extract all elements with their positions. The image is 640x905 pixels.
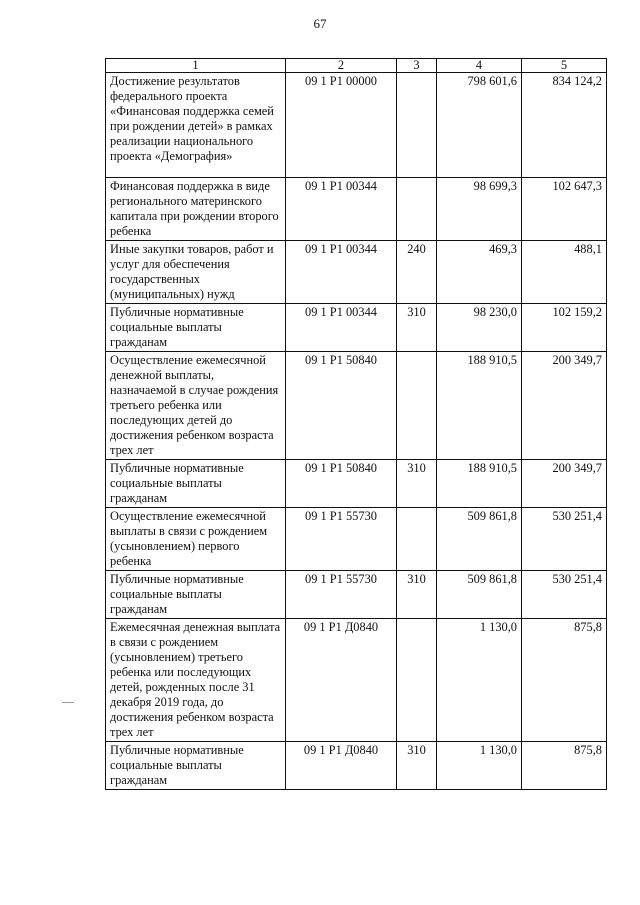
row-type: 310 [397, 571, 437, 619]
row-code: 09 1 P1 55730 [286, 508, 397, 571]
row-name: Осуществление ежемесячной выплаты в связи с рождением (усыновлением) первого ребенка [106, 508, 286, 571]
row-year1-value: 188 910,5 [437, 352, 522, 460]
header-row [106, 59, 607, 73]
row-name: Публичные нормативные социальные выплаты гражданам [106, 742, 286, 790]
row-type: 240 [397, 241, 437, 304]
row-year1-value: 469,3 [437, 241, 522, 304]
row-code: 09 1 P1 00000 [286, 73, 397, 178]
row-code: 09 1 P1 50840 [286, 352, 397, 460]
table-row [106, 352, 607, 460]
row-code: 09 1 P1 Д0840 [286, 742, 397, 790]
row-year2-value: 102 647,3 [522, 178, 607, 241]
header-col-2: 2 [286, 59, 397, 73]
row-code: 09 1 P1 00344 [286, 241, 397, 304]
row-type: 310 [397, 304, 437, 352]
row-type: 310 [397, 460, 437, 508]
table-row [106, 619, 607, 742]
row-year2-value: 200 349,7 [522, 460, 607, 508]
row-name: Достижение результатов федерального проекта «Финансовая поддержка семей при рождении детей» в рамках реализации национального проекта «Демография» [106, 73, 286, 178]
row-type [397, 508, 437, 571]
table-row [106, 460, 607, 508]
row-type [397, 352, 437, 460]
row-name: Ежемесячная денежная выплата в связи с рождением (усыновлением) третьего ребенка или последующих детей, рожденных после 31 декабря 2019 года, до достижения ребенком возраста трех лет [106, 619, 286, 742]
row-type [397, 73, 437, 178]
row-code: 09 1 P1 00344 [286, 304, 397, 352]
row-code: 09 1 P1 00344 [286, 178, 397, 241]
row-year1-value: 509 861,8 [437, 508, 522, 571]
table-row [106, 571, 607, 619]
row-year2-value: 530 251,4 [522, 571, 607, 619]
row-year2-value: 488,1 [522, 241, 607, 304]
header-col-5: 5 [522, 59, 607, 73]
table-row [106, 178, 607, 241]
row-type: 310 [397, 742, 437, 790]
header-col-3: 3 [397, 59, 437, 73]
row-year1-value: 1 130,0 [437, 619, 522, 742]
table-header [106, 59, 607, 73]
row-type [397, 178, 437, 241]
row-year1-value: 98 230,0 [437, 304, 522, 352]
row-name: Публичные нормативные социальные выплаты гражданам [106, 460, 286, 508]
row-code: 09 1 P1 50840 [286, 460, 397, 508]
row-code: 09 1 P1 55730 [286, 571, 397, 619]
table-row [106, 742, 607, 790]
row-year1-value: 509 861,8 [437, 571, 522, 619]
row-year2-value: 200 349,7 [522, 352, 607, 460]
row-year2-value: 530 251,4 [522, 508, 607, 571]
row-year2-value: 102 159,2 [522, 304, 607, 352]
row-year1-value: 188 910,5 [437, 460, 522, 508]
header-col-4: 4 [437, 59, 522, 73]
budget-table [105, 58, 607, 790]
table-row [106, 241, 607, 304]
row-name: Публичные нормативные социальные выплаты гражданам [106, 571, 286, 619]
row-name: Финансовая поддержка в виде регионального материнского капитала при рождении второго ребенка [106, 178, 286, 241]
row-type [397, 619, 437, 742]
page-number: 67 [313, 16, 327, 31]
row-name: Осуществление ежемесячной денежной выплаты, назначаемой в случае рождения третьего ребенка или последующих детей до достижения ребенком возраста трех лет [106, 352, 286, 460]
table-body [106, 73, 607, 790]
row-year2-value: 875,8 [522, 619, 607, 742]
row-year1-value: 98 699,3 [437, 178, 522, 241]
margin-mark [62, 702, 74, 703]
row-year1-value: 1 130,0 [437, 742, 522, 790]
row-name: Публичные нормативные социальные выплаты гражданам [106, 304, 286, 352]
row-code: 09 1 P1 Д0840 [286, 619, 397, 742]
table-row [106, 304, 607, 352]
table-row [106, 73, 607, 178]
table-row [106, 508, 607, 571]
row-name: Иные закупки товаров, работ и услуг для обеспечения государственных (муниципальных) нужд [106, 241, 286, 304]
row-year2-value: 875,8 [522, 742, 607, 790]
header-col-1: 1 [106, 59, 286, 73]
row-year1-value: 798 601,6 [437, 73, 522, 178]
row-year2-value: 834 124,2 [522, 73, 607, 178]
